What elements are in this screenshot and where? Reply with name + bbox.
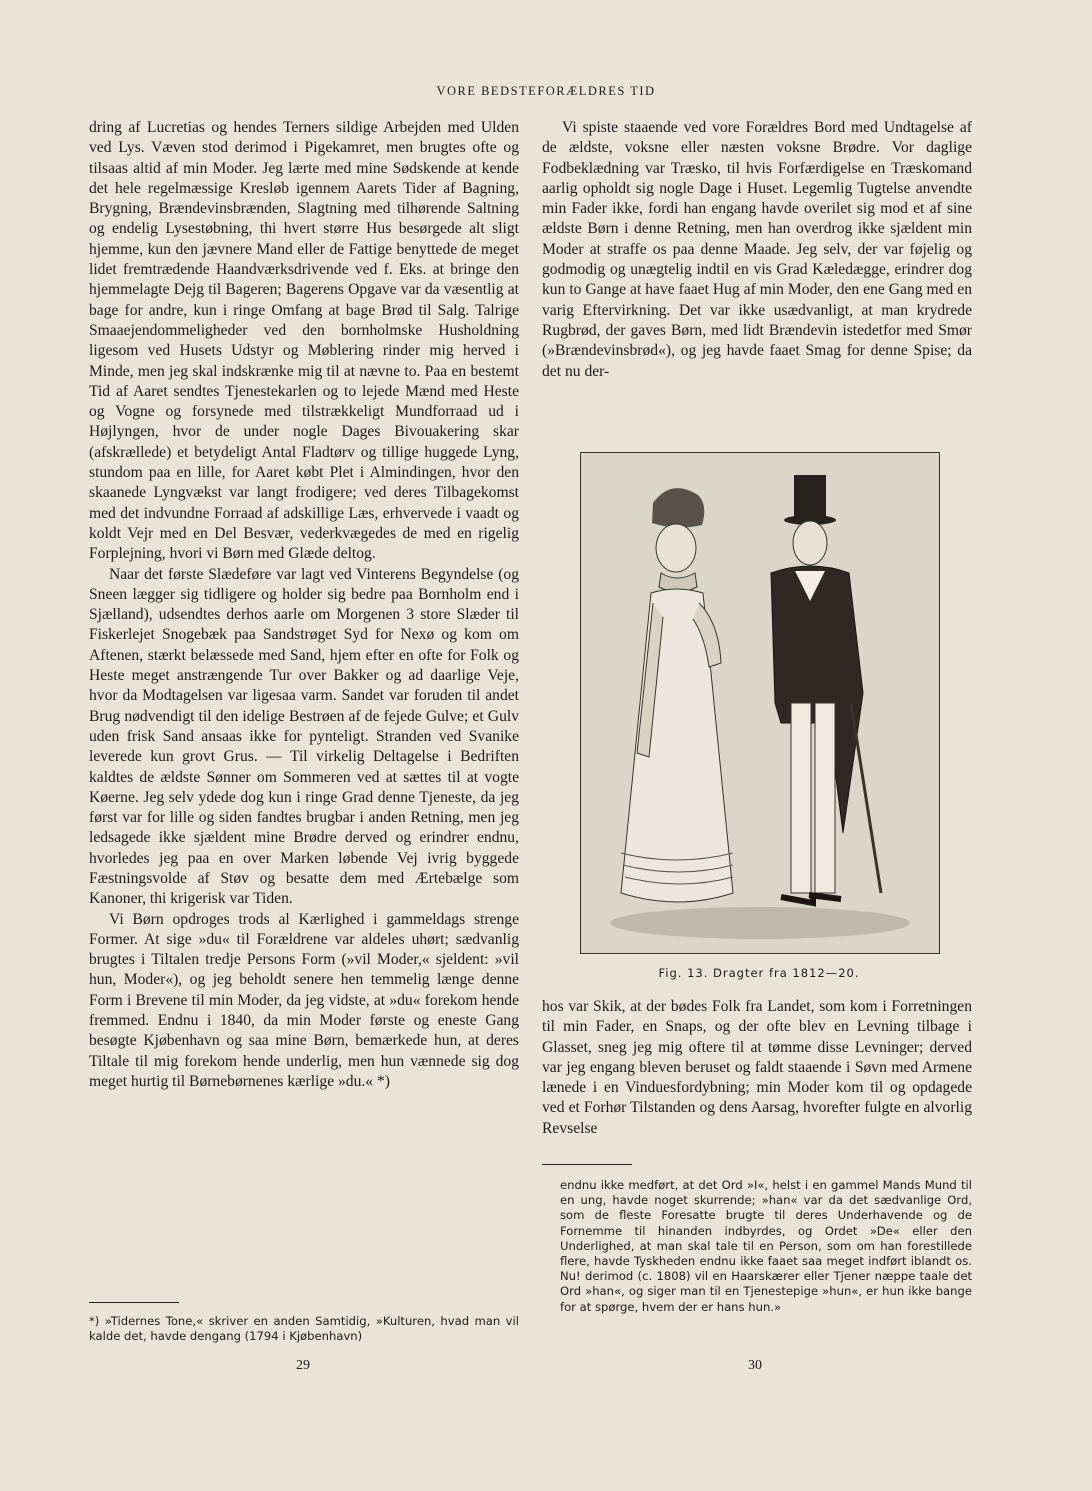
footnote-rule bbox=[542, 1164, 632, 1165]
left-column bbox=[89, 118, 519, 1092]
right-column-bottom bbox=[542, 997, 972, 1139]
footnote-right bbox=[560, 1178, 972, 1315]
paragraph: Naar det første Slædeføre var lagt ved Vinterens Begyndelse (og Sneen lægger sig tidligere og holder sig bedre paa Bornholm end i Sjælland), udsendtes derhos aarle om Morgenen 3 store Slæder til Fiskerlejet Snogebæk paa Sandstrøget Syd for Nexø og kom om Aftenen, stærkt belæssede med Sand, hjem efter en ofte for Folk og Heste meget anstrængende Tur over Bakker og ad daarlige Veje, hvor da Modtagelsen var ligesaa varm. Sandet var foruden til andet Brug nødvendigt til den idelige Bestrøen af de fejede Gulve; et Gulv uden frisk Sand ansaas ikke for pynteligt. Stranden ved Svanike leverede kun grovt Grus. — Til virkelig Deltagelse i Bedriften kaldtes de ældste Sønner om Sommeren ved at sættes til at vogte Køerne. Jeg selv ydede dog kun i ringe Grad denne Tjeneste, da jeg først var for lille og siden fandtes brugbar i anden Retning, men jeg ledsagede ikke sjældent mine Brødre derved og erindrer endnu, hvorledes jeg paa en over Marken løbende Vej ivrig byggede Fæstningsvolde af Støv og besatte dem med Ærtebælge som Kanoner, thi krigerisk var Tiden. bbox=[89, 565, 519, 908]
paragraph: hos var Skik, at der bødes Folk fra Landet, som kom i Forretningen til min Fader, en Snaps, og der ofte blev en Levning tilbage i Glasset, sneg jeg mig oftere til at tømme disse Levninger; derved var jeg engang bleven beruset og faldt staaende i Søvn med Armene lænede i en Vinduesfordybning; min Moder kom til og opdagede ved et Forhør Tilstanden og dens Aarsag, hvorefter fulgte en alvorlig Revselse bbox=[542, 998, 972, 1137]
running-head: VORE BEDSTEFORÆLDRES TID bbox=[436, 84, 656, 98]
footnote-text: *) »Tidernes Tone,« skriver en anden Samtidig, »Kulturen, hvad man vil kalde det, havde dengang (1794 i Kjøbenhavn) bbox=[89, 1314, 519, 1344]
footnote-left bbox=[89, 1314, 519, 1344]
paragraph: dring af Lucretias og hendes Terners sildige Arbejden med Ulden ved Lys. Væven stod derimod i Pigekamret, men brugtes ofte og tilsaas altid af min Moder. Jeg lærte med mine Sødskende at kende det hele regelmæssige Kresløb igennem Aarets Tider af Bagning, Brygning, Brændevinsbrænden, Slagtning med tilhørende Saltning og endelig Lysestøbning, thi hvert større Hus besørgede alt sligt hjemme, kun den jævnere Mand eller de Fattige benyttede de meget lidet fremtrædende Haandværksdrivende ved f. Eks. at bringe den hjemmelagte Dejg til Bageren; Bagerens Opgave var da væsentlig at bage for andre, kun i ringe Omfang at bage Brød til Salg. Talrige Smaaejendommeligheder ved den bornholmske Husholdning ligesom ved Husets Udstyr og Møblering rinder mig herved i Minde, men jeg skal indskrænke mig til at nævne to. Paa en bestemt Tid af Aaret sendtes Tjenestekarlen og to lejede Mænd med Heste og Vogne og forsynede med tilstrækkeligt Mundforraad ud i Højlyngen, hvor de under nogle Dages Bivouakering skar (afskrællede) et betydeligt Antal Fladtørv og tillige huggede Lyng, stundom paa en lille, for Aaret købt Plet i Almindingen, hvor den skaanede Lyngvækst var langt frodigere; ved deres Tilbagekomst med det indvundne Forraad af adskillige Læs, erhvervede i vaadt og koldt Vejr med en Del Besvær, vederkvægedes de med en rigelig Forplejning, hvori vi Børn med Glæde deltog. bbox=[89, 119, 519, 563]
footnote-rule bbox=[89, 1302, 179, 1303]
page-number-right: 30 bbox=[748, 1358, 762, 1373]
footnote-text: endnu ikke medført, at det Ord »I«, helst i en gammel Mands Mund til en ung, havde noget skurrende; »han« var da det sædvanlige Ord, som de fleste Foresatte brugte til deres Underhavende og de Fornemme til hinanden indbyrdes, og Ordet »De« eller den Underlighed, at man skal tale til en Person, som om han forestillede flere, havde Tyskheden endnu ikke faaet saa meget indført iblandt os. Nu! derimod (c. 1808) vil en Haarskærer eller Tjener næppe taale det Ord »han«, og siger man til en Tjenestepige »hun«, er hun ikke bange for at spørge, hvem der er hans hun.» bbox=[560, 1178, 972, 1314]
right-column-top bbox=[542, 118, 972, 382]
figure-caption: Fig. 13. Dragter fra 1812—20. bbox=[658, 966, 860, 980]
fashion-illustration bbox=[580, 452, 940, 954]
page-number-left: 29 bbox=[296, 1358, 310, 1373]
fashion-plate-drawing bbox=[581, 453, 939, 953]
paragraph: Vi Børn opdroges trods al Kærlighed i gammeldags strenge Former. At sige »du« til Forældrene var aldeles uhørt; sædvanlig brugtes i Tiltalen tredje Persons Form (»vil Moder,« sjeldent: »vil hun, Moder«), og jeg beholdt senere hen temmelig længe denne Form i Brevene til min Moder, da jeg vidste, at »du« forekom hende fremmed. Endnu i 1840, da min Moder første og eneste Gang besøgte Kjøbenhavn og saa mine Børn, bemærkede hun, at deres Tiltale til mig forekom hende underlig, men hun vænnede sig dog meget hurtig til Børnebørnenes kærlige »du.« *) bbox=[89, 910, 519, 1090]
paragraph: Vi spiste staaende ved vore Forældres Bord med Undtagelse af de ældste, voksne eller næsten voksne Brødre. Vor daglige Fodbeklædning var Træsko, til hvis Forfærdigelse en Træskomand aarlig opholdt sig nogle Dage i Huset. Legemlig Tugtelse anvendte min Fader ikke, fordi han engang havde overilet sig mod et af sine ældste Børn i denne Retning, men han overdrog ikke sjældent min Moder at straffe os paa denne Maade. Jeg selv, der var føjelig og godmodig og unægtelig indtil en vis Grad Kæledægge, erindrer dog kun to Gange at have faaet Hug af min Moder, den ene Gang med en varig Eftervirkning. Det var ikke usædvanligt, at man krydrede Rugbrød, der gaves Børn, med lidt Brændevin istedetfor med Smør (»Brændevinsbrød«), og jeg havde faaet Smag for denne Spise; da det nu der- bbox=[542, 119, 972, 380]
